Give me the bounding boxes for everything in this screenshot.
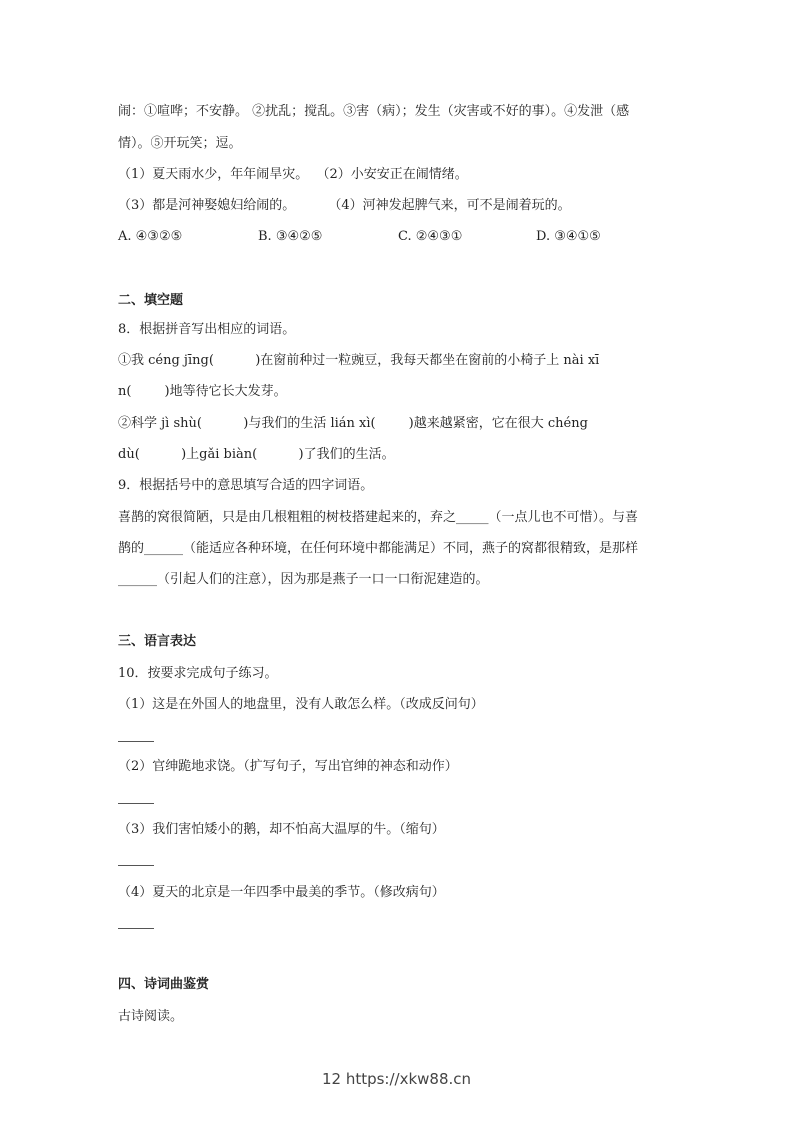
q10-item-1: （1）这是在外国人的地盘里，没有人敢怎么样。（改成反问句） <box>118 697 484 712</box>
q8-prompt: 8．根据拼音写出相应的词语。 <box>118 322 296 337</box>
answer-line-3 <box>118 865 154 866</box>
q10-item-2: （2）官绅跪地求饶。（扩写句子，写出官绅的神态和动作） <box>118 759 458 774</box>
definition-line-2: 情）。⑤开玩笑；逗。 <box>118 136 242 151</box>
q8-line-4: dù( )上gǎi biàn( )了我们的生活。 <box>118 447 395 462</box>
example-sentences-line-2: （3）都是河神娶媳妇给闹的。 （4）河神发起脾气来，可不是闹着玩的。 <box>118 198 571 213</box>
option-c: C. ②④③① <box>398 229 463 244</box>
example-sentences-line-1: （1）夏天雨水少，年年闹旱灾。 （2）小安安正在闹情绪。 <box>118 167 468 182</box>
option-d: D. ③④①⑤ <box>536 229 601 244</box>
q8-line-1: ①我 céng jīng( )在窗前种过一粒豌豆，我每天都坐在窗前的小椅子上 nài xī <box>118 353 600 368</box>
page-footer: 12 https://xkw88.cn <box>321 1070 472 1088</box>
section-2-title: 二、填空题 <box>118 293 184 308</box>
q9-line-3: ______（引起人们的注意），因为那是燕子一口一口衔泥建造的。 <box>118 572 489 587</box>
section-4-intro: 古诗阅读。 <box>118 1009 184 1024</box>
q9-line-1: 喜鹊的窝很简陋，只是由几根粗粗的树枝搭建起来的，弃之_____（一点儿也不可惜）。与喜 <box>118 510 639 525</box>
q10-item-3: （3）我们害怕矮小的鹅，却不怕高大温厚的牛。（缩句） <box>118 822 445 837</box>
answer-line-1 <box>118 741 154 742</box>
option-b: B. ③④②⑤ <box>258 229 323 244</box>
answer-line-4 <box>118 928 154 929</box>
q9-prompt: 9．根据括号中的意思填写合适的四字词语。 <box>118 478 374 493</box>
q8-line-2: n( )地等待它长大发芽。 <box>118 384 287 399</box>
q10-prompt: 10．按要求完成句子练习。 <box>118 666 278 681</box>
q8-line-3: ②科学 jì shù( )与我们的生活 lián xì( )越来越紧密，它在很大 chéng <box>118 416 588 431</box>
q10-item-4: （4）夏天的北京是一年四季中最美的季节。（修改病句） <box>118 885 445 900</box>
q9-line-2: 鹊的______（能适应各种环境，在任何环境中都能满足）不同，燕子的窝都很精致，是那样 <box>118 541 639 556</box>
definition-line-1: 闹：①喧哗；不安静。 ②扰乱；搅乱。③害（病）；发生（灾害或不好的事）。④发泄（感 <box>118 104 630 119</box>
section-3-title: 三、语言表达 <box>118 634 197 649</box>
section-4-title: 四、诗词曲鉴赏 <box>118 977 210 992</box>
option-a: A. ④③②⑤ <box>118 229 183 244</box>
answer-line-2 <box>118 803 154 804</box>
